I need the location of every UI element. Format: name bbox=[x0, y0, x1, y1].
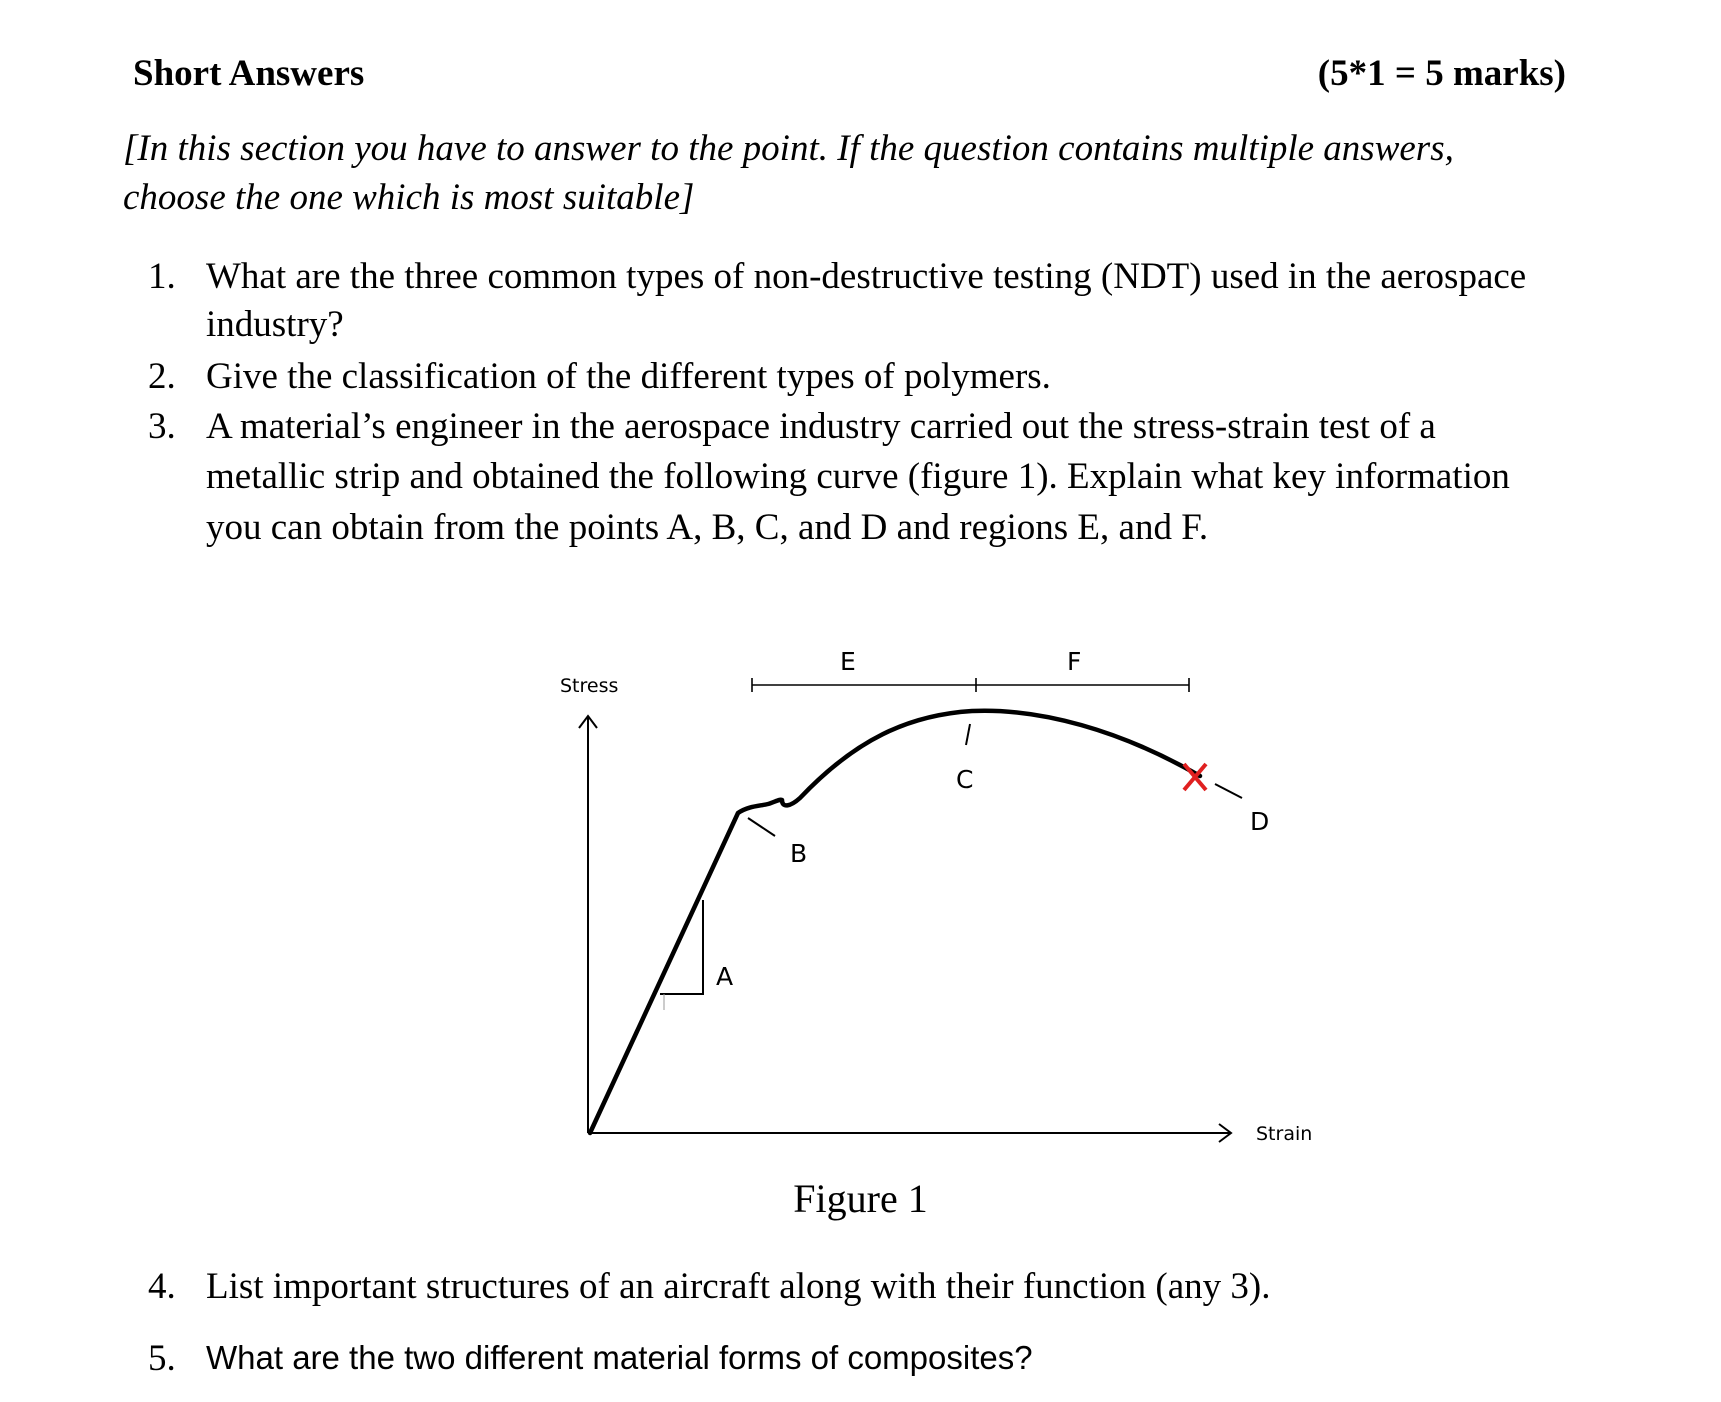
question-5-number: 5. bbox=[148, 1338, 176, 1379]
instructions-line-1: [In this section you have to answer to the point. If the question contains multiple answers, bbox=[123, 128, 1454, 169]
y-axis-arrowhead bbox=[579, 716, 597, 728]
section-title: Short Answers bbox=[133, 53, 365, 94]
question-2-number: 2. bbox=[148, 356, 176, 397]
point-b-leader bbox=[748, 818, 775, 836]
point-label-b: B bbox=[790, 839, 808, 868]
question-4-text: List important structures of an aircraft along with their function (any 3). bbox=[206, 1266, 1271, 1307]
question-3-number: 3. bbox=[148, 406, 176, 447]
slope-triangle bbox=[660, 900, 703, 994]
question-5-text: What are the two different material forms of composites? bbox=[206, 1339, 1033, 1376]
question-4-number: 4. bbox=[148, 1266, 176, 1307]
region-label-f: F bbox=[1067, 647, 1082, 676]
point-label-d: D bbox=[1250, 807, 1270, 836]
marks-label: (5*1 = 5 marks) bbox=[1317, 53, 1566, 94]
question-1-number: 1. bbox=[148, 256, 176, 297]
question-2-text: Give the classification of the different types of polymers. bbox=[206, 356, 1051, 397]
region-label-e: E bbox=[840, 647, 856, 676]
instructions-line-2: choose the one which is most suitable] bbox=[123, 177, 695, 218]
question-3-text-line-3: you can obtain from the points A, B, C, and D and regions E, and F. bbox=[206, 507, 1209, 548]
question-1-text-line-1: What are the three common types of non-destructive testing (NDT) used in the aerospace bbox=[206, 256, 1527, 297]
x-axis-arrowhead bbox=[1219, 1124, 1231, 1142]
question-3-text-line-2: metallic strip and obtained the following curve (figure 1). Explain what key information bbox=[206, 456, 1510, 497]
fracture-mark-stroke-1 bbox=[1184, 764, 1206, 790]
x-axis-label: Strain bbox=[1256, 1123, 1313, 1145]
point-c-leader bbox=[966, 724, 970, 745]
y-axis-label: Stress bbox=[560, 675, 619, 697]
fracture-mark-stroke-2 bbox=[1184, 764, 1206, 790]
question-3-text-line-1: A material’s engineer in the aerospace industry carried out the stress-strain test of a bbox=[206, 406, 1436, 447]
figure-caption: Figure 1 bbox=[793, 1176, 928, 1221]
point-label-c: C bbox=[956, 765, 974, 794]
point-d-leader bbox=[1215, 784, 1242, 798]
stress-strain-curve bbox=[590, 711, 1200, 1133]
point-label-a: A bbox=[716, 962, 734, 991]
question-1-text-line-2: industry? bbox=[206, 304, 344, 345]
fracture-mark bbox=[1184, 764, 1206, 790]
